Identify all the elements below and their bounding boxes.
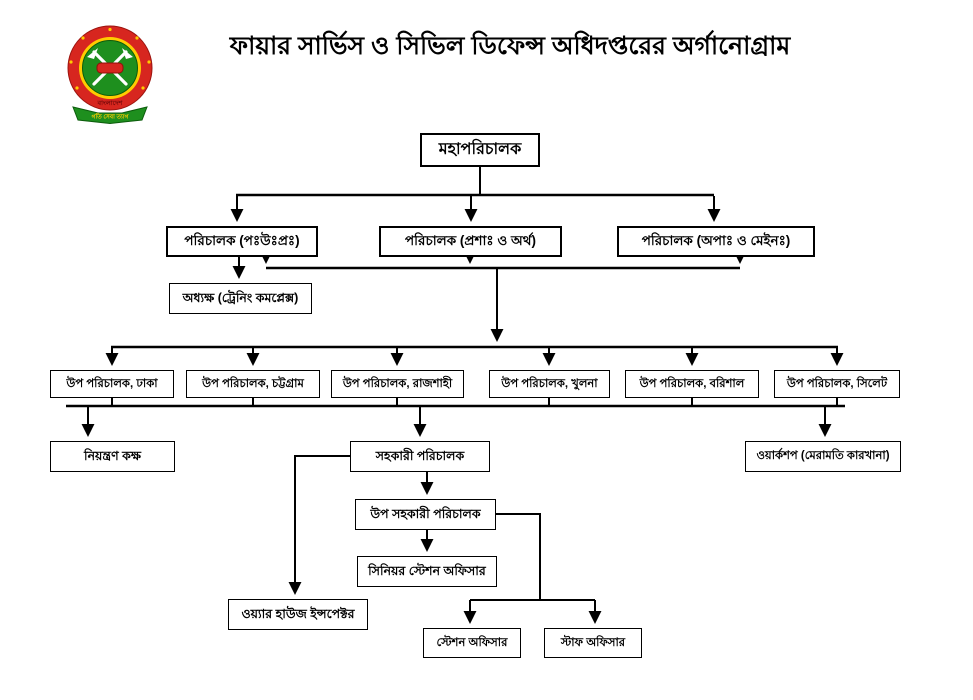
node-director-admin-finance: পরিচালক (প্রশাঃ ও অর্থ) bbox=[379, 226, 562, 257]
node-deputy-director-chattogram: উপ পরিচালক, চট্টগ্রাম bbox=[186, 370, 320, 398]
node-warehouse-inspector: ওয়্যার হাউজ ইন্সপেক্টর bbox=[228, 599, 368, 630]
emblem-country-label: বাংলাদেশ bbox=[97, 100, 123, 107]
node-station-officer: স্টেশন অফিসার bbox=[423, 628, 521, 658]
node-deputy-assistant-director: উপ সহকারী পরিচালক bbox=[355, 499, 496, 530]
node-director-ops-maintenance: পরিচালক (অপাঃ ও মেইনঃ) bbox=[617, 226, 815, 257]
emblem-motto: গতি সেবা ত্যাগ bbox=[91, 114, 129, 121]
node-principal-training-complex: অধ্যক্ষ (ট্রেনিং কমপ্লেক্স) bbox=[169, 283, 312, 314]
node-deputy-director-khulna: উপ পরিচালক, খুলনা bbox=[489, 370, 610, 398]
page-title: ফায়ার সার্ভিস ও সিভিল ডিফেন্স অধিদপ্তরের অর্গানোগ্রাম bbox=[229, 32, 791, 60]
node-workshop-repair-factory: ওয়ার্কশপ (মেরামতি কারখানা) bbox=[745, 441, 901, 472]
node-deputy-director-rajshahi: উপ পরিচালক, রাজশাহী bbox=[331, 370, 464, 398]
node-staff-officer: স্টাফ অফিসার bbox=[544, 628, 642, 658]
node-control-room: নিয়ন্ত্রণ কক্ষ bbox=[50, 441, 175, 472]
emblem-center-band bbox=[97, 63, 123, 73]
node-assistant-director: সহকারী পরিচালক bbox=[350, 441, 490, 472]
node-deputy-director-barishal: উপ পরিচালক, বরিশাল bbox=[625, 370, 759, 398]
node-director-pup: পরিচালক (পঃউঃপ্রঃ) bbox=[166, 226, 318, 257]
node-deputy-director-sylhet: উপ পরিচালক, সিলেট bbox=[774, 370, 900, 398]
node-director-general: মহাপরিচালক bbox=[420, 133, 540, 167]
node-deputy-director-dhaka: উপ পরিচালক, ঢাকা bbox=[50, 370, 174, 398]
fire-service-emblem-logo bbox=[58, 24, 162, 124]
node-senior-station-officer: সিনিয়র স্টেশন অফিসার bbox=[357, 556, 497, 587]
